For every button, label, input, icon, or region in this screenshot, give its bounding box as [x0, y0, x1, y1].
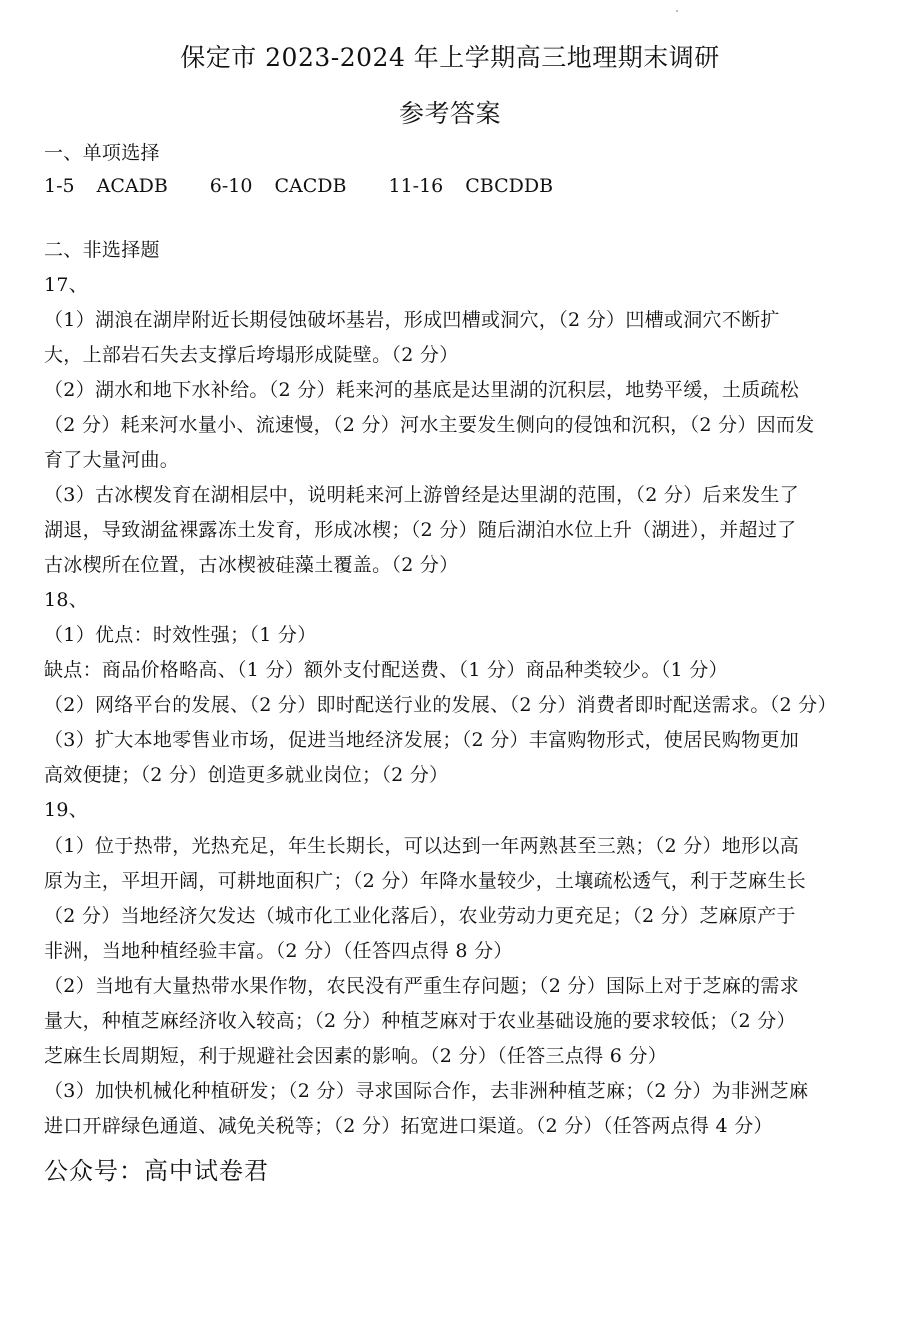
- answer-range-1: 1-5: [44, 175, 75, 197]
- answer-value-1: ACADB: [96, 175, 168, 197]
- q17-line: 湖退，导致湖盆裸露冻土发育，形成冰楔；（2 分）随后湖泊水位上升（湖进），并超过了: [44, 519, 797, 541]
- q19-line: 进口开辟绿色通道、减免关税等；（2 分）拓宽进口渠道。（2 分）（任答两点得 4 分）: [44, 1115, 773, 1137]
- scan-speck: [676, 10, 678, 12]
- q19-line: 量大，种植芝麻经济收入较高；（2 分）种植芝麻对于农业基础设施的要求较低；（2 分）: [44, 1010, 796, 1032]
- q17-number: 17、: [44, 274, 89, 296]
- q17-line: （2 分）耗来河水量小、流速慢，（2 分）河水主要发生侧向的侵蚀和沉积，（2 分）因而发: [44, 414, 815, 436]
- multiple-choice-answers: [44, 174, 553, 198]
- section2-heading: 二、非选择题: [44, 239, 160, 261]
- answer-range-3: 11-16: [388, 175, 444, 197]
- q19-line: （2）当地有大量热带水果作物，农民没有严重生存问题；（2 分）国际上对于芝麻的需求: [44, 975, 800, 997]
- q19-line: 非洲，当地种植经验丰富。（2 分）（任答四点得 8 分）: [44, 940, 513, 962]
- page-subtitle: 参考答案: [398, 99, 501, 128]
- q19-line: （3）加快机械化种植研发；（2 分）寻求国际合作，去非洲种植芝麻；（2 分）为非洲芝麻: [44, 1080, 809, 1102]
- footer-wechat-account: 公众号：高中试卷君: [44, 1157, 269, 1185]
- answer-value-2: CACDB: [274, 175, 347, 197]
- q18-line: （2）网络平台的发展、（2 分）即时配送行业的发展、（2 分）消费者即时配送需求。（2 分）: [44, 694, 837, 716]
- answer-value-3: CBCDDB: [465, 175, 554, 197]
- q19-line: 原为主，平坦开阔，可耕地面积广；（2 分）年降水量较少，土壤疏松透气，利于芝麻生长: [44, 870, 806, 892]
- section1-heading: 一、单项选择: [44, 142, 160, 164]
- q18-line: 缺点：商品价格略高、（1 分）额外支付配送费、（1 分）商品种类较少。（1 分）: [44, 659, 728, 681]
- q18-line: 高效便捷；（2 分）创造更多就业岗位；（2 分）: [44, 764, 449, 786]
- q18-line: （3）扩大本地零售业市场，促进当地经济发展；（2 分）丰富购物形式，使居民购物更加: [44, 729, 800, 751]
- q17-line: （2）湖水和地下水补给。（2 分）耗来河的基底是达里湖的沉积层，地势平缓，土质疏松: [44, 379, 800, 401]
- q17-line: 古冰楔所在位置，古冰楔被硅藻土覆盖。（2 分）: [44, 554, 459, 576]
- q17-line: 大，上部岩石失去支撑后垮塌形成陡壁。（2 分）: [44, 344, 459, 366]
- page-title: 保定市 2023-2024 年上学期高三地理期末调研: [180, 43, 720, 72]
- q17-line: （3）古冰楔发育在湖相层中，说明耗来河上游曾经是达里湖的范围，（2 分）后来发生了: [44, 484, 800, 506]
- answer-range-2: 6-10: [209, 175, 253, 197]
- q18-number: 18、: [44, 589, 89, 611]
- q17-line: 育了大量河曲。: [44, 449, 180, 471]
- q19-line: （2 分）当地经济欠发达（城市化工业化落后），农业劳动力更充足；（2 分）芝麻原产于: [44, 905, 796, 927]
- q19-line: 芝麻生长周期短，利于规避社会因素的影响。（2 分）（任答三点得 6 分）: [44, 1045, 668, 1067]
- q17-line: （1）湖浪在湖岸附近长期侵蚀破坏基岩，形成凹槽或洞穴，（2 分）凹槽或洞穴不断扩: [44, 309, 780, 331]
- q19-number: 19、: [44, 799, 89, 821]
- q18-line: （1）优点：时效性强；（1 分）: [44, 624, 317, 646]
- q19-line: （1）位于热带，光热充足，年生长期长，可以达到一年两熟甚至三熟；（2 分）地形以高: [44, 835, 800, 857]
